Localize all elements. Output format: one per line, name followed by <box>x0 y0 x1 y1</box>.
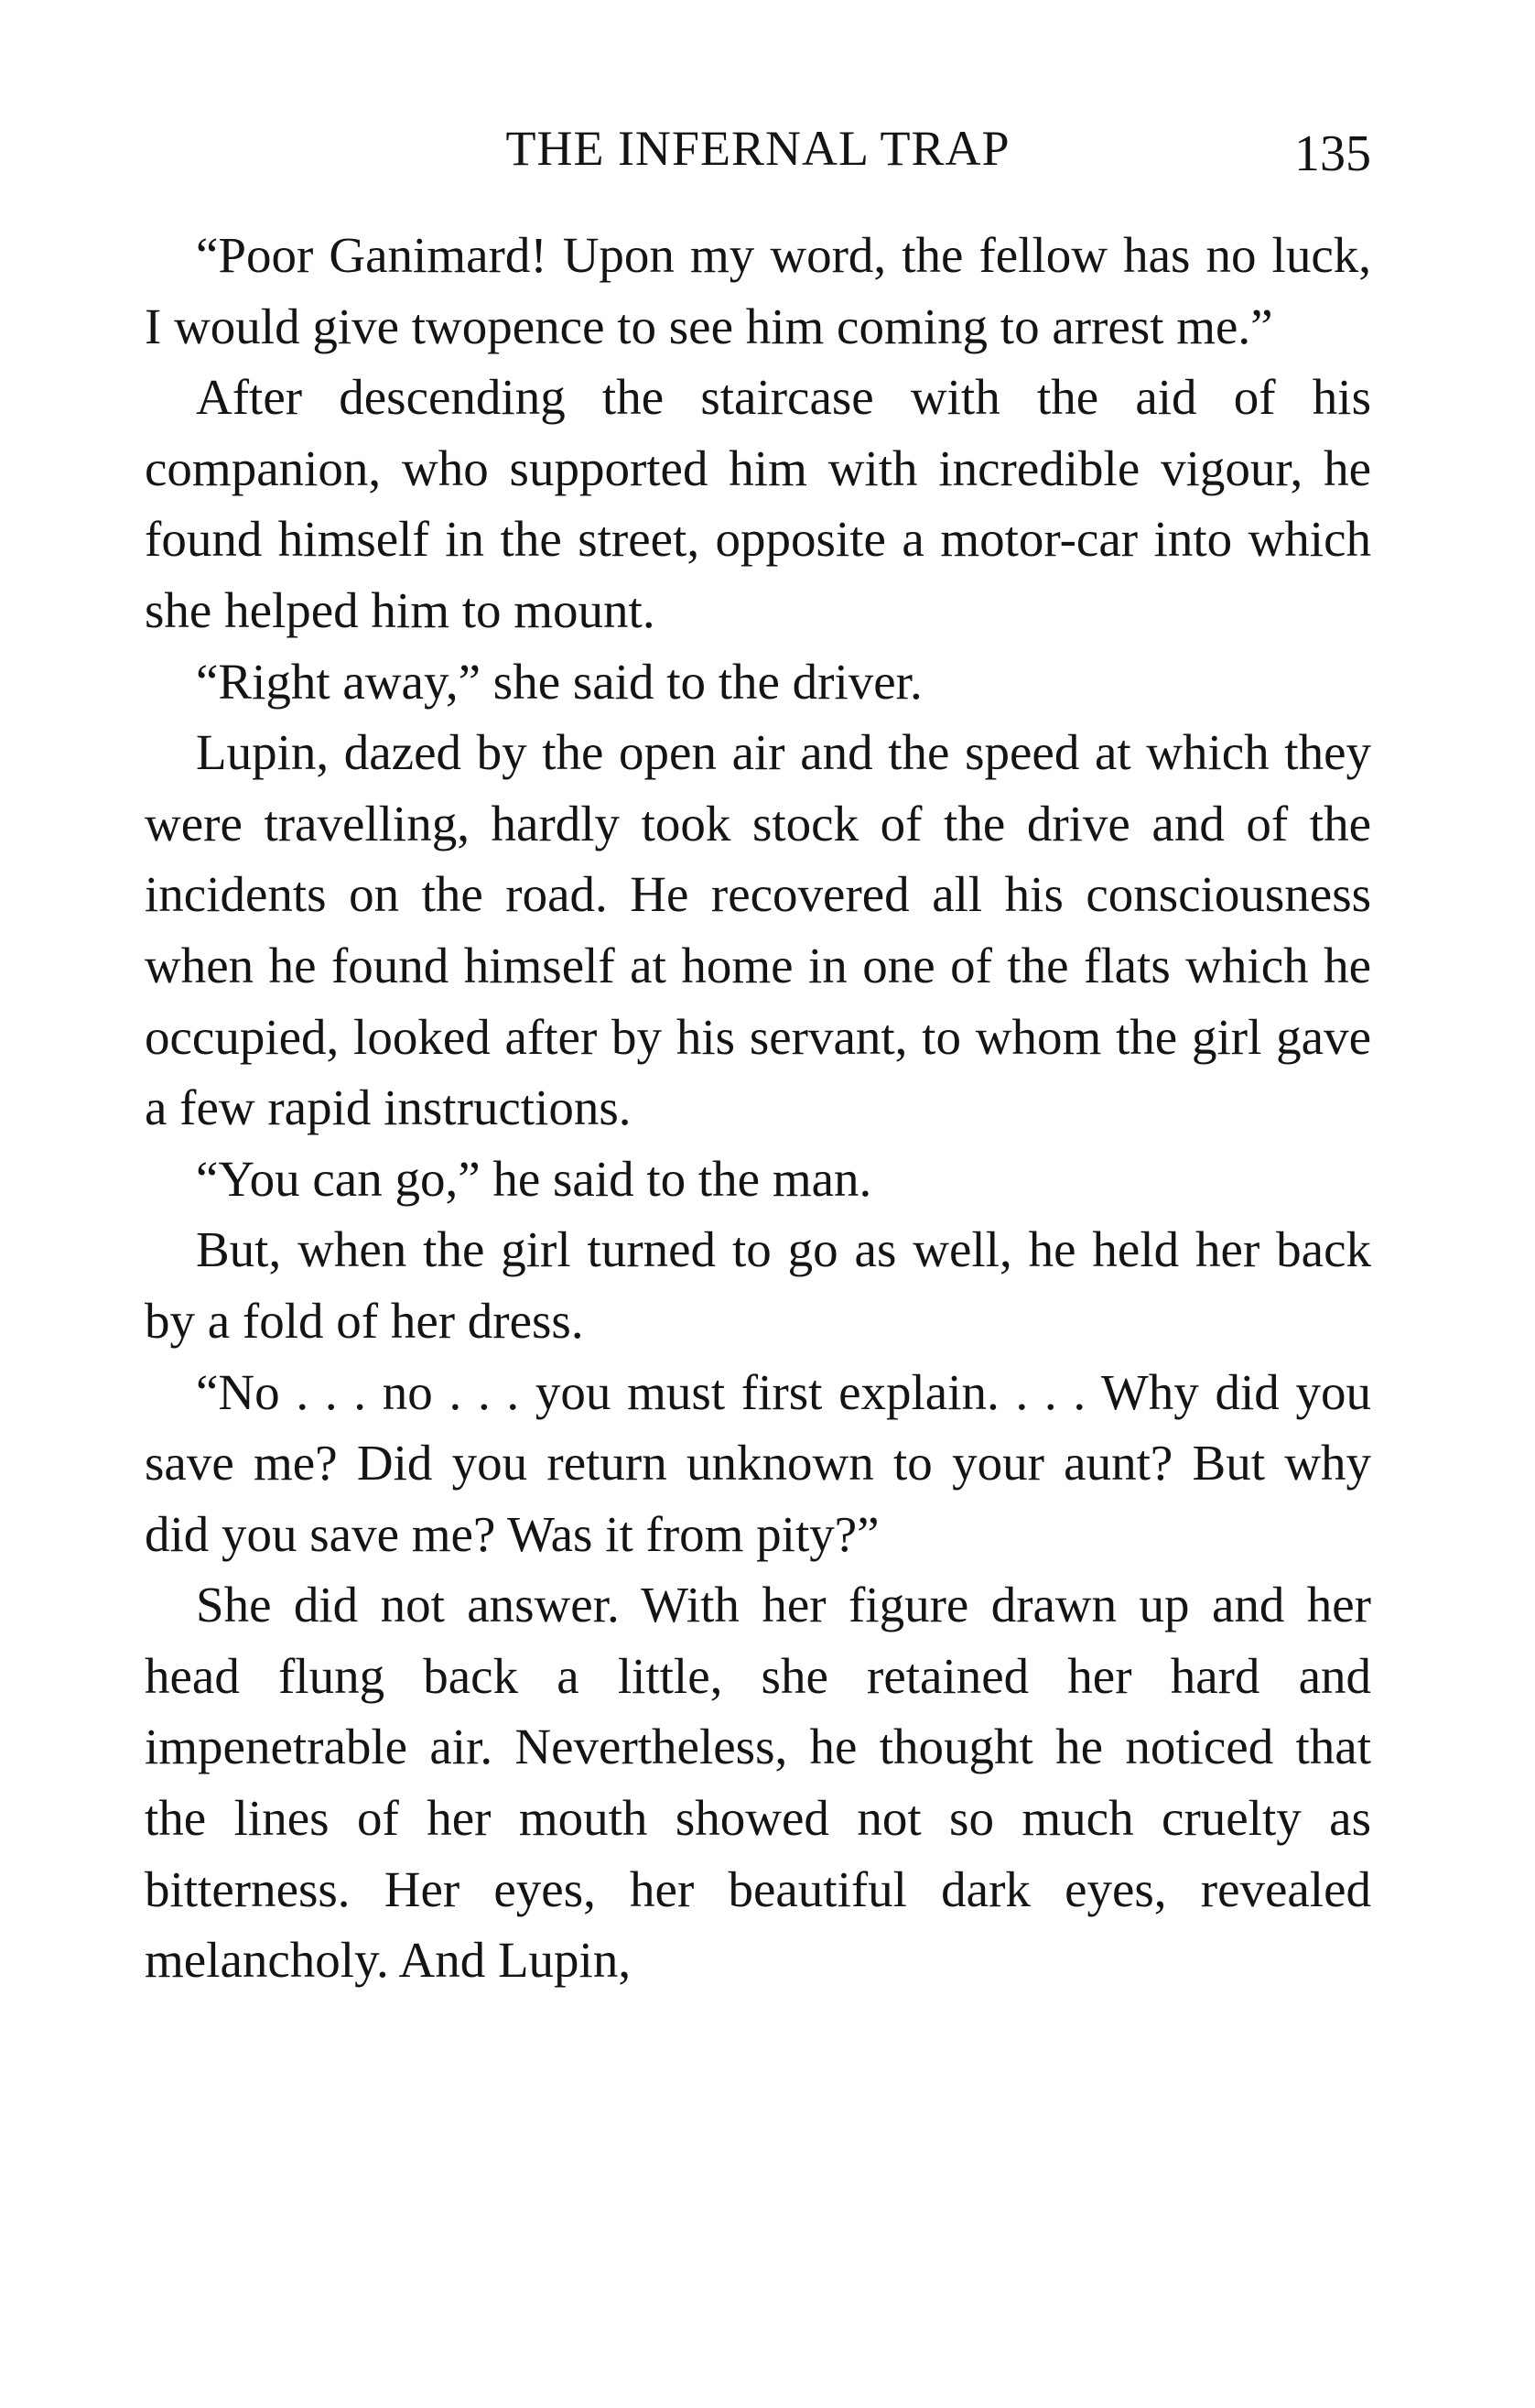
paragraph: “Right away,” she said to the driver. <box>196 653 923 710</box>
paragraph: But, when the girl turned to go as well, he held her back by a fold of her dress. <box>145 1221 1371 1349</box>
paragraph: “You can go,” he said to the man. <box>196 1150 872 1207</box>
paragraph: After descending the staircase with the aid of his companion, who supported him with incredible vigour, he found himself in the street, opposite a motor-car into which she helped him to mount. <box>145 369 1371 638</box>
body-text <box>145 220 1371 1996</box>
running-head: THE INFERNAL TRAP <box>505 121 1011 176</box>
paragraph: She did not answer. With her figure drawn up and her head flung back a little, she retained her hard and impenetrable air. Nevertheless, he thought he noticed that the lines of her mouth showed not so much cruelty as bitterness. Her eyes, her beautiful dark eyes, revealed melancholy. And Lupin, <box>145 1577 1371 1989</box>
paragraph: “Poor Ganimard! Upon my word, the fellow has no luck, I would give twopence to see him coming to arrest me.” <box>145 227 1371 354</box>
page-number: 135 <box>1294 125 1371 182</box>
paragraph: Lupin, dazed by the open air and the speed at which they were travelling, hardly took stock of the drive and of the incidents on the road. He recovered all his consciousness when he found himself at home in one of the flats which he occupied, looked after by his servant, to whom the girl gave a few rapid instructions. <box>145 724 1371 1136</box>
page-header <box>145 112 1371 185</box>
paragraph: “No . . . no . . . you must first explain. . . . Why did you save me? Did you return unknown to your aunt? But why did you save me? Was it from pity?” <box>145 1363 1371 1562</box>
